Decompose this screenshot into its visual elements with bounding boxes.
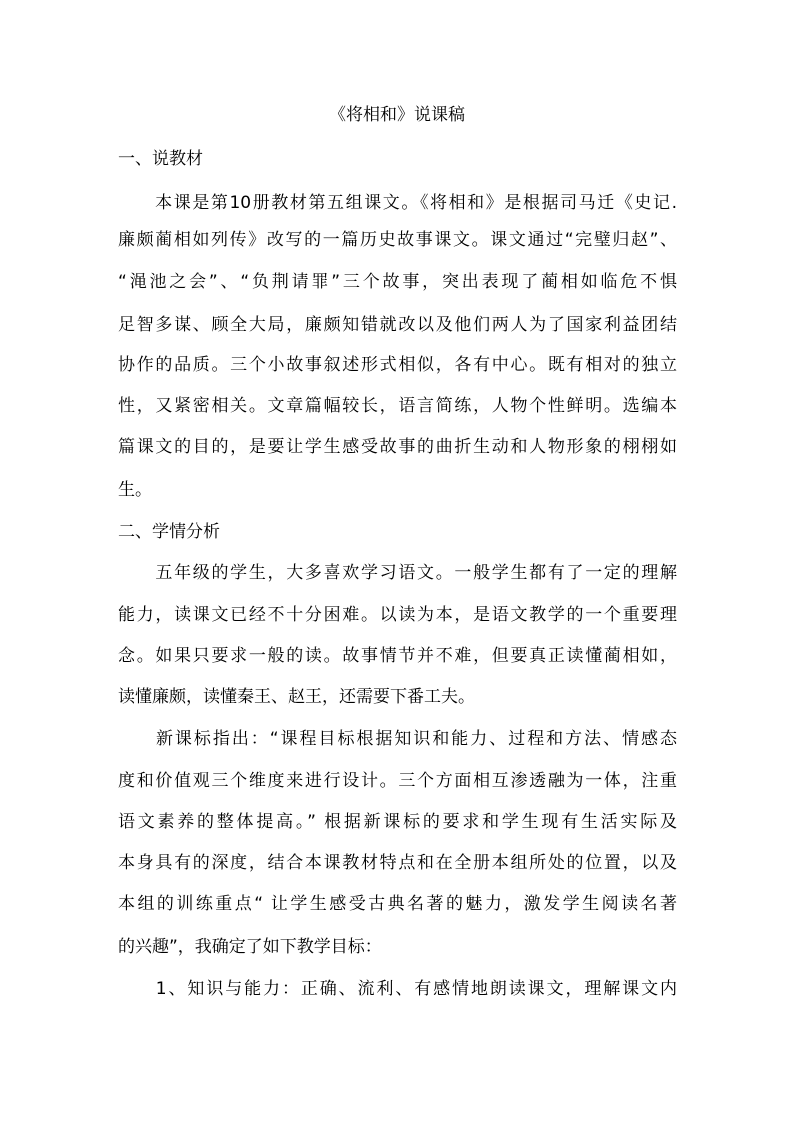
paragraph-line: 廉颇蔺相如列传》改写的一篇历史故事课文。课文通过“完璧归赵”、 xyxy=(118,230,677,250)
section-heading: 二、学情分析 xyxy=(118,522,220,542)
paragraph-line: 本身具有的深度，结合本课教材特点和在全册本组所处的位置，以及 xyxy=(118,853,677,873)
paragraph-line: 1、知识与能力：正确、流利、有感情地朗读课文，理解课文内 xyxy=(118,979,677,999)
paragraph-line: “渑池之会”、“负荆请罪”三个故事，突出表现了蔺相如临危不惧 xyxy=(118,272,677,292)
paragraph-line: 语文素养的整体提高。” 根据新课标的要求和学生现有生活实际及 xyxy=(118,812,677,832)
paragraph-line: 本课是第10册教材第五组课文。《将相和》是根据司马迁《史记. xyxy=(118,193,677,213)
paragraph-line: 读懂廉颇，读懂秦王、赵王，还需要下番工夫。 xyxy=(118,687,475,707)
paragraph-line: 足智多谋、顾全大局，廉颇知错就改以及他们两人为了国家利益团结 xyxy=(118,315,677,335)
paragraph-line: 新课标指出：“课程目标根据知识和能力、过程和方法、情感态 xyxy=(118,729,677,749)
paragraph-line: 度和价值观三个维度来进行设计。三个方面相互渗透融为一体，注重 xyxy=(118,771,677,791)
paragraph-line: 能力，读课文已经不十分困难。以读为本，是语文教学的一个重要理 xyxy=(118,605,677,625)
paragraph-line: 生。 xyxy=(118,480,152,500)
section-heading: 一、说教材 xyxy=(118,149,203,169)
paragraph-line: 的兴趣”，我确定了如下教学目标： xyxy=(118,937,382,957)
paragraph-line: 五年级的学生，大多喜欢学习语文。一般学生都有了一定的理解 xyxy=(118,563,677,583)
paragraph-line: 念。如果只要求一般的读。故事情节并不难，但要真正读懂蔺相如， xyxy=(118,646,677,666)
paragraph-line: 性，又紧密相关。文章篇幅较长，语言简练，人物个性鲜明。选编本 xyxy=(118,396,677,416)
document-title: 《将相和》说课稿 xyxy=(329,105,465,125)
paragraph-line: 篇课文的目的，是要让学生感受故事的曲折生动和人物形象的栩栩如 xyxy=(118,437,677,457)
paragraph-line: 协作的品质。三个小故事叙述形式相似，各有中心。既有相对的独立 xyxy=(118,355,677,375)
paragraph-line: 本组的训练重点“ 让学生感受古典名著的魅力，激发学生阅读名著 xyxy=(118,894,677,914)
